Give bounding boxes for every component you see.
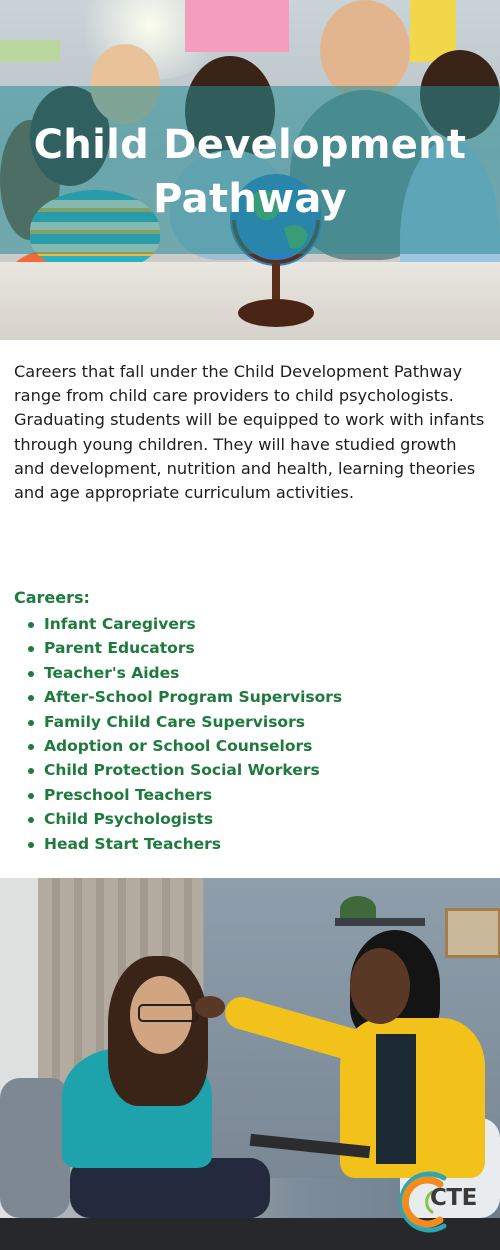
wall-poster-pink bbox=[185, 0, 289, 52]
page-title-line2: Pathway bbox=[153, 176, 347, 222]
cte-logo bbox=[398, 1168, 490, 1234]
career-item: Parent Educators bbox=[14, 636, 484, 660]
counselor-face bbox=[350, 948, 410, 1024]
career-item: Head Start Teachers bbox=[14, 832, 484, 856]
page-title-line1: Child Development bbox=[33, 122, 467, 168]
page-title bbox=[0, 118, 500, 226]
career-item: Adoption or School Counselors bbox=[14, 734, 484, 758]
career-item: Child Psychologists bbox=[14, 807, 484, 831]
career-item: Preschool Teachers bbox=[14, 783, 484, 807]
logo-text: CTE bbox=[430, 1185, 477, 1211]
wall-shelf bbox=[335, 918, 425, 926]
career-item: Child Protection Social Workers bbox=[14, 758, 484, 782]
career-item: Teacher's Aides bbox=[14, 661, 484, 685]
career-item: Family Child Care Supervisors bbox=[14, 710, 484, 734]
counselor-blouse bbox=[376, 1034, 416, 1164]
counselor-hand bbox=[195, 996, 225, 1018]
career-item: After-School Program Supervisors bbox=[14, 685, 484, 709]
pathway-description: Careers that fall under the Child Development Pathway range from child care providers to child psychologists. Graduating students will be equipped to work with infants through young children. They will have studied growth and development, nutrition and health, learning theories and age appropriate curriculum activities. bbox=[14, 362, 485, 503]
careers-heading: Careers: bbox=[14, 588, 90, 607]
glasses-icon bbox=[138, 1004, 198, 1022]
hero-image bbox=[0, 0, 500, 340]
career-item: Infant Caregivers bbox=[14, 612, 484, 636]
sofa-left bbox=[0, 1078, 70, 1218]
wall-poster-green bbox=[0, 40, 60, 62]
picture-frame bbox=[445, 908, 500, 958]
career-list bbox=[14, 612, 484, 856]
careers-section bbox=[14, 586, 484, 856]
teacher-head bbox=[320, 0, 410, 100]
